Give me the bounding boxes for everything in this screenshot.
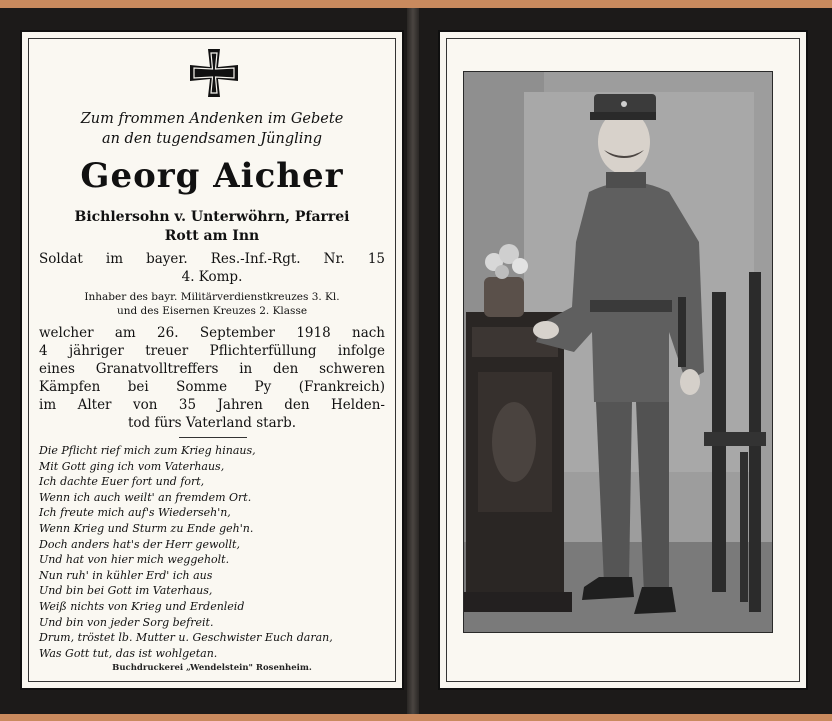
rank-line: Soldat im bayer. Res.-Inf.-Rgt. Nr. 15 xyxy=(39,251,385,267)
death-line: welcher am 26. September 1918 nach xyxy=(39,325,385,341)
poem-line: Die Pflicht rief mich zum Krieg hinaus, xyxy=(39,444,256,457)
poem-line: Und hat von hier mich weggeholt. xyxy=(39,553,230,567)
soldier-portrait-image xyxy=(464,72,772,632)
poem-line: Und bin von jeder Sorg befreit. xyxy=(39,615,214,629)
poem-line: Drum, tröstet lb. Mutter u. Geschwister Euch daran, xyxy=(39,631,333,645)
deceased-name: Georg Aicher xyxy=(80,156,344,196)
death-line: tod fürs Vaterland starb. xyxy=(127,415,297,431)
poem-line: Doch anders hat's der Herr gewollt, xyxy=(39,537,240,551)
poem-line: Wenn Krieg und Sturm zu Ende geh'n. xyxy=(39,522,254,535)
origin-line-2: Rott am Inn xyxy=(164,228,260,244)
company-line: 4. Komp. xyxy=(181,269,243,285)
poem-line: Weiß nichts von Krieg und Erdenleid xyxy=(39,600,245,613)
intro-line-1: Zum frommen Andenken im Gebete xyxy=(80,111,344,127)
divider xyxy=(179,437,247,438)
death-line: eines Granatvolltreffers in den schweren xyxy=(39,361,385,377)
honor-line-1: Inhaber des bayr. Militärverdienstkreuzes 3. Kl. xyxy=(84,291,340,303)
poem-line: Ich dachte Euer fort und fort, xyxy=(39,475,205,489)
poem-line: Ich freute mich auf's Wiederseh'n, xyxy=(39,506,231,520)
iron-cross-icon xyxy=(188,47,240,99)
death-line: 4 jähriger treuer Pflichterfüllung infolge xyxy=(39,343,385,359)
poem-line: Mit Gott ging ich vom Vaterhaus, xyxy=(39,459,225,473)
text-panel xyxy=(20,30,404,690)
poem-line: Und bin bei Gott im Vaterhaus, xyxy=(39,584,213,598)
printer-credit: Buchdruckerei „Wendelstein" Rosenheim. xyxy=(112,663,312,673)
death-line: im Alter von 35 Jahren den Helden- xyxy=(39,397,385,413)
poem-line: Was Gott tut, das ist wohlgetan. xyxy=(39,646,218,660)
origin-line-1: Bichlersohn v. Unterwöhrn, Pfarrei xyxy=(74,209,350,225)
poem-line: Nun ruh' in kühler Erd' ich aus xyxy=(39,568,213,582)
photo-panel-inner xyxy=(446,38,800,682)
text-panel-inner xyxy=(28,38,396,682)
photo-panel xyxy=(438,30,808,690)
poem-line: Wenn ich auch weilt' an fremdem Ort. xyxy=(39,490,252,504)
death-line: Kämpfen bei Somme Py (Frankreich) xyxy=(39,379,385,395)
soldier-portrait-photo xyxy=(463,71,773,633)
card-fold xyxy=(407,8,419,714)
intro-line-2: an den tugendsamen Jüngling xyxy=(101,131,323,147)
honor-line-2: und des Eisernen Kreuzes 2. Klasse xyxy=(116,305,308,317)
